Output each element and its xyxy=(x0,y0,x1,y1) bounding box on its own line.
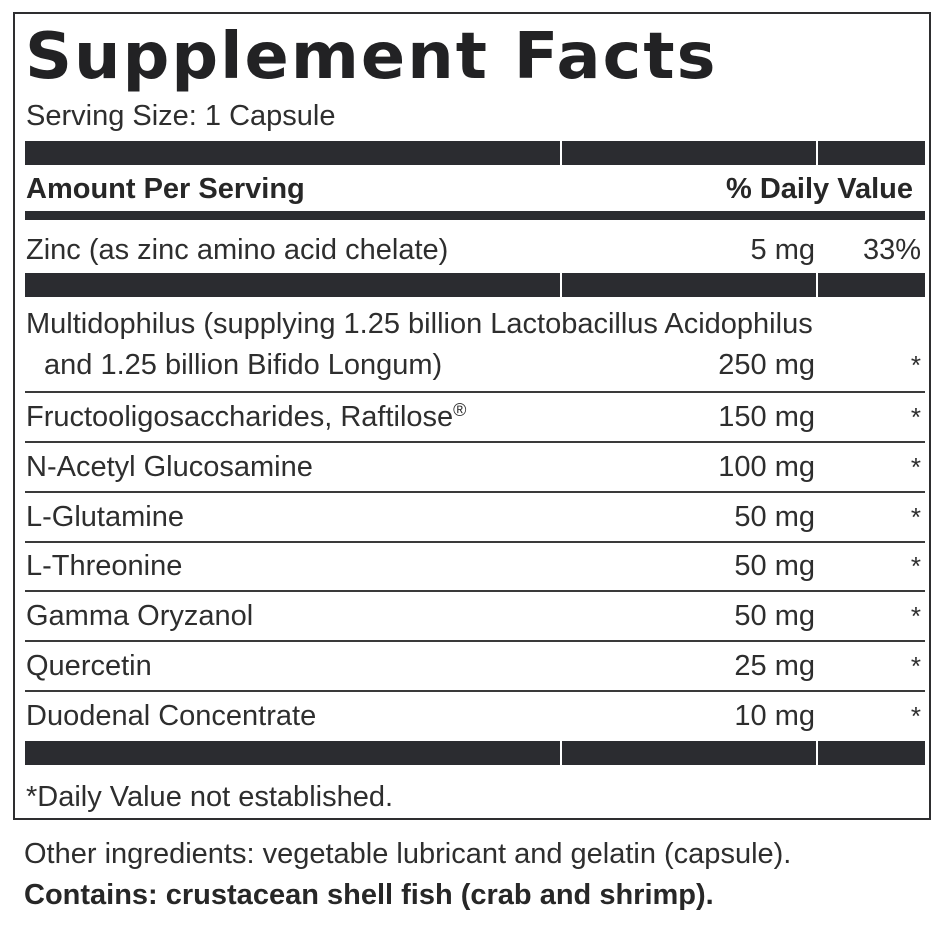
zinc-amount: 5 mg xyxy=(750,234,815,266)
ingredient-amount: 250 mg xyxy=(718,349,815,381)
zinc-daily-value: 33% xyxy=(862,234,921,266)
top-divider-bar xyxy=(25,141,925,165)
row-divider xyxy=(25,590,925,592)
ingredient-amount: 50 mg xyxy=(734,501,815,533)
page-title: Supplement Facts xyxy=(25,20,718,94)
ingredient-name: Duodenal Concentrate xyxy=(26,700,317,732)
row-divider xyxy=(25,491,925,493)
other-ingredients: Other ingredients: vegetable lubricant and gelatin (capsule). xyxy=(24,838,792,870)
supplement-facts-panel xyxy=(13,12,931,820)
ingredient-amount: 100 mg xyxy=(718,451,815,483)
ingredient-amount: 50 mg xyxy=(734,550,815,582)
daily-value-footnote: *Daily Value not established. xyxy=(26,781,394,813)
ingredient-name: L-Glutamine xyxy=(26,501,184,533)
row-divider xyxy=(25,640,925,642)
ingredient-name-continued: and 1.25 billion Bifido Longum) xyxy=(44,349,443,381)
ingredient-name: Gamma Oryzanol xyxy=(26,600,254,632)
mid-divider-bar xyxy=(25,273,925,297)
ingredient-daily-value: * xyxy=(910,701,921,731)
ingredient-name: L-Threonine xyxy=(26,550,183,582)
ingredient-amount: 10 mg xyxy=(734,700,815,732)
ingredient-name: N-Acetyl Glucosamine xyxy=(26,451,313,483)
registered-mark: ® xyxy=(453,400,467,420)
ingredient-daily-value: * xyxy=(910,502,921,532)
ingredient-daily-value: * xyxy=(910,601,921,631)
ingredient-daily-value: * xyxy=(910,350,921,380)
daily-value-header: % Daily Value xyxy=(726,173,913,205)
allergen-statement: Contains: crustacean shell fish (crab and shrimp). xyxy=(24,879,714,911)
ingredient-daily-value: * xyxy=(910,402,921,432)
ingredient-name: Quercetin xyxy=(26,650,152,682)
ingredient-daily-value: * xyxy=(910,651,921,681)
zinc-name: Zinc (as zinc amino acid chelate) xyxy=(26,234,449,266)
serving-size: Serving Size: 1 Capsule xyxy=(26,100,336,132)
row-divider xyxy=(25,441,925,443)
bottom-divider-bar xyxy=(25,741,925,765)
ingredient-amount: 25 mg xyxy=(734,650,815,682)
ingredient-daily-value: * xyxy=(910,452,921,482)
row-divider xyxy=(25,541,925,543)
ingredient-amount: 50 mg xyxy=(734,600,815,632)
ingredient-daily-value: * xyxy=(910,551,921,581)
row-divider xyxy=(25,690,925,692)
ingredient-name: Fructooligosaccharides, Raftilose® xyxy=(26,400,467,433)
ingredient-amount: 150 mg xyxy=(718,401,815,433)
ingredient-name: Multidophilus (supplying 1.25 billion Lactobacillus Acidophilus xyxy=(26,308,813,340)
row-divider xyxy=(25,391,925,393)
amount-per-serving-header: Amount Per Serving xyxy=(26,173,305,205)
header-divider xyxy=(25,211,925,220)
